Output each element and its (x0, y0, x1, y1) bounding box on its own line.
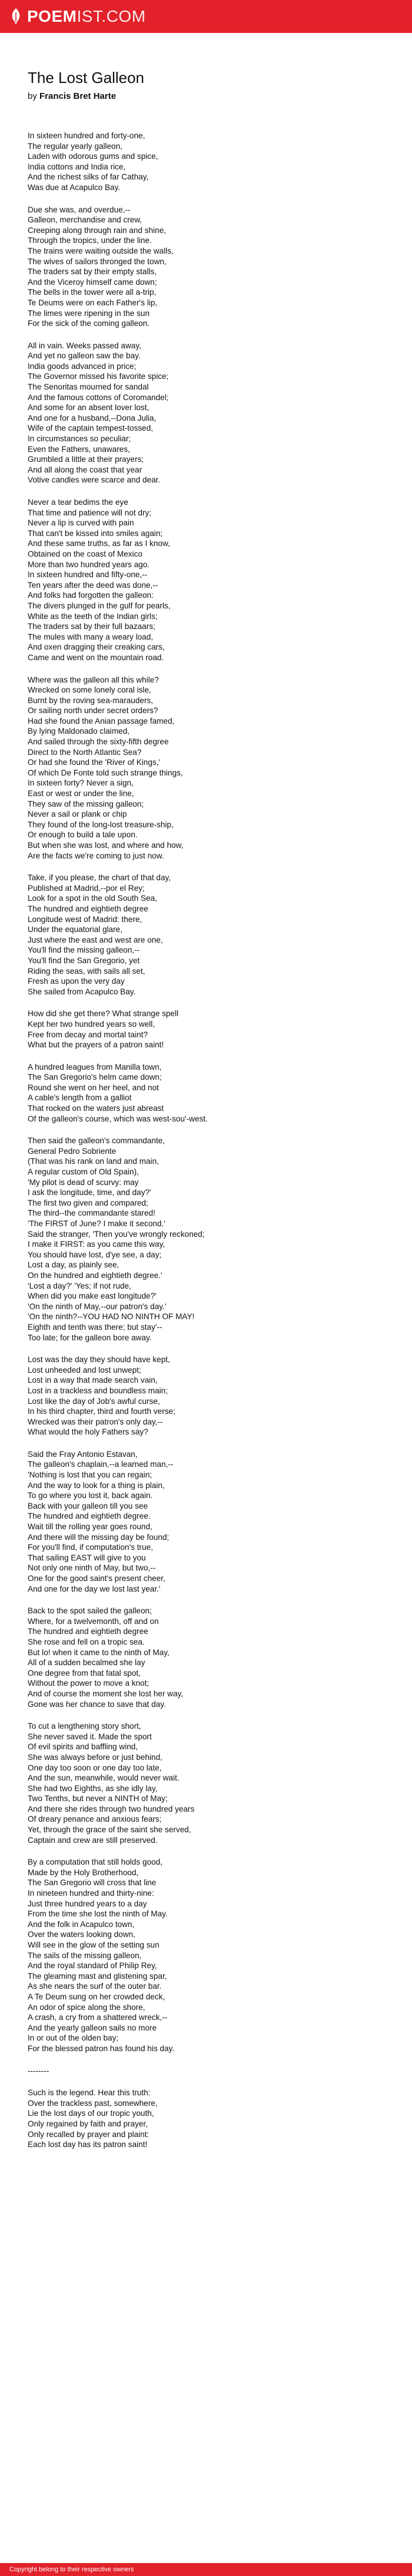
quill-pen-icon (9, 8, 22, 25)
poem-line: Under the equatorial glare, (28, 925, 122, 934)
poem-line: One for the good saint's present cheer, (28, 1574, 165, 1583)
poem-line: And all along the coast that year (28, 465, 142, 474)
site-logo-text (27, 6, 146, 27)
poem-line: I make it FIRST: as you came this way, (28, 1240, 165, 1249)
poem-stanza (28, 2066, 387, 2076)
poem-line: Through the tropics, under the line. (28, 236, 152, 245)
poem-line: To go where you lost it, back again. (28, 1491, 153, 1500)
poem-line: And yet no galleon saw the bay. (28, 351, 141, 361)
poem-line: The Senoritas mourned for sandal (28, 382, 149, 392)
poem-line: Obtained on the coast of Mexico (28, 549, 142, 558)
poem-line: And the Viceroy himself came down; (28, 277, 157, 287)
poem-line: For the sick of the coming galleon. (28, 319, 150, 328)
poem-line: All in vain. Weeks passed away, (28, 341, 141, 350)
poem-line: When did you make east longitude?' (28, 1292, 157, 1301)
poem-line: Lie the lost days of our tropic youth, (28, 2109, 154, 2118)
poem-line: (That was his rank on land and main, (28, 1157, 159, 1166)
poem-line: The wives of sailors thronged the town, (28, 257, 167, 266)
poem-stanza (28, 1606, 387, 1709)
poem-line: Lost was the day they should have kept, (28, 1355, 170, 1364)
poem-line: Votive candles were scarce and dear. (28, 475, 161, 485)
poem-line: Lost like the day of Job's awful curse, (28, 1396, 160, 1406)
poem-line: The limes were ripening in the sun (28, 308, 150, 318)
poem-line: And there she rides through two hundred years (28, 1804, 195, 1813)
poem-line: The hundred and eightieth degree (28, 1627, 148, 1636)
poem-line: India cottons and India rice, (28, 162, 126, 171)
poem-line: Even the Fathers, unawares, (28, 444, 130, 454)
poem-line: They saw of the missing galleon; (28, 799, 144, 808)
poem-stanza (28, 675, 387, 861)
poem-line: Captain and crew are still preserved. (28, 1835, 158, 1845)
poem-line: The divers plunged in the gulf for pearls, (28, 601, 171, 610)
poem-stanza (28, 341, 387, 485)
poem-line: Over the waters looking down, (28, 1930, 135, 1939)
poem-stanza (28, 497, 387, 663)
poem-line: Te Deums were on each Father's lip, (28, 298, 158, 307)
poem-line: Back to the spot sailed the galleon; (28, 1606, 152, 1616)
poem-body (28, 131, 387, 2150)
poem-line: A Te Deum sung on her crowded deck, (28, 1992, 165, 2001)
poem-line: Riding the seas, with sails all set, (28, 966, 145, 976)
poem-line: Back with your galleon till you see (28, 1501, 148, 1510)
poem-line: The San Gregorio will cross that line (28, 1878, 157, 1888)
poem-stanza (28, 1136, 387, 1343)
poem-line: And oxen dragging their creaking cars, (28, 643, 165, 652)
poem-line: Or enough to build a tale upon. (28, 830, 138, 840)
poem-line: Each lost day has its patron saint! (28, 2140, 148, 2149)
poem-line: And of course the moment she lost her way, (28, 1689, 184, 1698)
poem-line: The bells in the tower were all a-trip, (28, 288, 157, 297)
poem-line: Such is the legend. Hear this truth: (28, 2088, 151, 2098)
poem-line: A regular custom of Old Spain), (28, 1167, 139, 1177)
poem-line: She rose and fell on a tropic sea. (28, 1637, 145, 1646)
poem-stanza (28, 1354, 387, 1437)
poem-title: The Lost Galleon (28, 69, 145, 86)
poem-line: One day too soon or one day too late, (28, 1763, 162, 1772)
poem-line: 'The FIRST of June? I make it second.' (28, 1219, 165, 1228)
poem-line: Said the stranger, 'Then you've wrongly reckoned; (28, 1229, 205, 1239)
poem-line: 'Nothing is lost that you can regain; (28, 1470, 152, 1480)
poem-line: And the sun, meanwhile, would never wait. (28, 1773, 180, 1783)
poem-line: That can't be kissed into smiles again; (28, 528, 163, 538)
poem-line: 'Lost a day?' 'Yes; if not rude, (28, 1281, 131, 1290)
poem-line: That sailing EAST will give to you (28, 1553, 146, 1562)
poem-line: Only recalled by prayer and plaint: (28, 2129, 149, 2139)
poem-line: The mules with many a weary load, (28, 632, 154, 641)
poem-line: Just where the east and west are one, (28, 935, 163, 944)
poem-line: Of evil spirits and baffling wind, (28, 1742, 138, 1752)
site-logo-link[interactable] (9, 6, 146, 27)
poem-line: And the yearly galleon sails no more (28, 2023, 157, 2032)
poem-line: Are the facts we're coming to just now. (28, 851, 164, 860)
poem-line: And the famous cottons of Coromandel; (28, 392, 169, 402)
poem-line: Burnt by the roving sea-marauders, (28, 695, 154, 705)
poem-line: In his third chapter, third and fourth verse; (28, 1407, 175, 1416)
poem-line: For the blessed patron has found his day. (28, 2044, 175, 2053)
poem-line: Creeping along through rain and shine, (28, 225, 167, 235)
poem-byline (28, 91, 387, 102)
poem-line: She never saved it. Made the sport (28, 1732, 152, 1741)
poem-line: Without the power to move a knot; (28, 1679, 149, 1688)
poem-line: The hundred and eightieth degree. (28, 1512, 151, 1521)
poem-line: 'My pilot is dead of scurvy: may (28, 1177, 139, 1187)
poem-line: But lo! when it came to the ninth of May, (28, 1648, 170, 1657)
poem-line: And the royal standard of Philip Rey, (28, 1961, 157, 1971)
poem-stanza (28, 205, 387, 329)
poem-line: In or out of the olden bay; (28, 2033, 119, 2043)
poem-line: Eighth and tenth was there; but stay'-- (28, 1322, 162, 1332)
poem-line: East or west or under the line, (28, 789, 134, 798)
poem-line: And some for an absent lover lost, (28, 403, 149, 412)
by-label: by (28, 91, 37, 101)
poem-line: More than two hundred years ago. (28, 560, 150, 569)
poem-line: Gone was her chance to save that day. (28, 1699, 166, 1709)
poem-line: Galleon, merchandise and crew, (28, 215, 142, 225)
poem-line: The traders sat by their empty stalls, (28, 267, 157, 277)
poem-line: Was due at Acapulco Bay. (28, 182, 121, 192)
poem-line: Came and went on the mountain road. (28, 653, 164, 662)
poem-line: In circumstances so peculiar; (28, 434, 131, 444)
poem-stanza (28, 873, 387, 997)
poem-line: And one for the day we lost last year.' (28, 1584, 161, 1593)
poem-line: A hundred leagues from Manilla town, (28, 1062, 162, 1071)
poem-line: Of the galleon's course, which was west-sou'-west. (28, 1114, 208, 1123)
poem-line: Lost unheeded and lost unwept; (28, 1365, 141, 1374)
poem-line: And one for a husband,--Dona Julia, (28, 413, 157, 422)
poem-line: She had two Eighths, as she idly lay, (28, 1783, 158, 1793)
poem-line: And the richest silks of far Cathay, (28, 172, 149, 182)
poem-line: A crash, a cry from a shattered wreck,-- (28, 2013, 168, 2022)
poem-line: Or sailing north under secret orders? (28, 706, 158, 715)
poem-line: The galleon's chaplain,--a learned man,-- (28, 1460, 174, 1469)
poem-line: Of dreary penance and anxious fears; (28, 1815, 162, 1824)
poem-line: Longitude west of Madrid: there, (28, 914, 142, 924)
poem-stanza (28, 131, 387, 193)
poem-line: And folks had forgotten the galleon: (28, 591, 154, 600)
poem-line: Fresh as upon the very day (28, 977, 125, 986)
poem-line: Published at Madrid,--por el Rey; (28, 883, 145, 893)
poem-line: You'll find the San Gregorio, yet (28, 956, 140, 965)
poem-line: Lost a day, as plainly see, (28, 1260, 119, 1270)
copyright-text: Copyright belong to their respective owners (9, 2566, 134, 2573)
poem-line: To cut a lengthening story short, (28, 1722, 141, 1731)
poem-line: Grumbled a little at their prayers; (28, 455, 144, 464)
poem-line: The traders sat by their full bazaars; (28, 622, 155, 631)
poem-stanza (28, 1062, 387, 1124)
poem-line: For you'll find, if computation's true, (28, 1543, 153, 1552)
poem-stanza (28, 1449, 387, 1594)
poem-line: And the way to look for a thing is plain, (28, 1480, 165, 1490)
poem-line: Wrecked on some lonely coral isle, (28, 685, 151, 695)
poem-line: Had she found the Anian passage famed, (28, 716, 175, 725)
poem-line: She was always before or just behind, (28, 1752, 162, 1762)
poem-line: Direct to the North Atlantic Sea? (28, 747, 142, 757)
poem-line: Just three hundred years to a day (28, 1899, 147, 1908)
poem-line: Free from decay and mortal taint? (28, 1030, 148, 1039)
poem-line: Where was the galleon all this while? (28, 675, 159, 684)
poem-line: Laden with odorous gums and spice, (28, 152, 158, 161)
poem-line: Kept her two hundred years so well, (28, 1019, 155, 1029)
poem-line: The regular yearly galleon, (28, 141, 122, 151)
poem-line: The sails of the missing galleon, (28, 1951, 142, 1960)
poem-line: Not only one ninth of May, but two,-- (28, 1563, 156, 1573)
poem-line: Wife of the captain tempest-tossed, (28, 424, 154, 433)
brand-strong: POEM (27, 7, 77, 25)
poem-line: India goods advanced in price; (28, 361, 137, 371)
poem-line: Ten years after the deed was done,-- (28, 580, 158, 590)
poem-line: In sixteen forty? Never a sign, (28, 778, 134, 788)
poem-line: They found of the long-lost treasure-ship, (28, 820, 174, 829)
poem-line: Too late; for the galleon bore away. (28, 1333, 152, 1342)
poem-line: Of which De Fonte told such strange things, (28, 768, 183, 777)
poem-line: Lost in a trackless and boundless main; (28, 1386, 168, 1395)
poem-line: Or had she found the 'River of Kings,' (28, 758, 161, 767)
poem-line: And sailed through the sixty-fifth degree (28, 737, 169, 747)
poem-line: How did she get there? What strange spell (28, 1009, 179, 1019)
poem-line: In sixteen hundred and fifty-one,-- (28, 570, 148, 580)
poem-line: White as the teeth of the Indian girls; (28, 611, 158, 621)
poem-line: The gleaming mast and glistening spar, (28, 1971, 167, 1981)
poem-line: What but the prayers of a patron saint! (28, 1040, 164, 1050)
poem-line: A cable's length from a galliot (28, 1093, 132, 1103)
poem-line: Round she went on her heel, and not (28, 1083, 159, 1092)
poem-line: An odor of spice along the shore, (28, 2002, 145, 2012)
poem-line: Wait till the rolling year goes round, (28, 1522, 152, 1532)
poem-line: Two Tenths, but never a NINTH of May; (28, 1794, 168, 1803)
poem-line: The San Gregorio's helm came down; (28, 1073, 162, 1082)
poem-line: And these same truths, as far as I know, (28, 539, 170, 548)
poem-line: Yet, through the grace of the saint she served, (28, 1825, 191, 1835)
poem-line: Over the trackless past, somewhere, (28, 2098, 158, 2108)
brand-rest: IST.COM (77, 7, 146, 25)
poem-line: Made by the Holy Brotherhood, (28, 1868, 139, 1877)
poem-line: 'On the ninth?--YOU HAD NO NINTH OF MAY! (28, 1312, 195, 1322)
poem-line: The hundred and eightieth degree (28, 904, 148, 913)
poem-line: Will see in the glow of the setting sun (28, 1941, 160, 1949)
poem-line: Wrecked was their patron's only day,-- (28, 1417, 163, 1426)
poem-line: Take, if you please, the chart of that day, (28, 873, 171, 883)
poem-article (28, 54, 387, 2162)
poem-line: I ask the longitude, time, and day?' (28, 1188, 151, 1197)
poem-line: She sailed from Acapulco Bay. (28, 987, 136, 996)
poem-stanza (28, 2088, 387, 2150)
poem-line: Only regained by faith and prayer, (28, 2119, 148, 2128)
site-header (0, 0, 412, 33)
poem-line: The first two given and compared; (28, 1198, 148, 1207)
poem-line: Never a lip is curved with pain (28, 518, 134, 528)
poem-line: What would the holy Fathers say? (28, 1427, 148, 1437)
poem-line: The Governor missed his favorite spice; (28, 372, 169, 381)
poem-line: That rocked on the waters just abreast (28, 1104, 164, 1113)
poem-line: On the hundred and eightieth degree.' (28, 1270, 162, 1280)
poem-line: All of a sudden becalmed she lay (28, 1658, 145, 1668)
poem-line: Look for a spot in the old South Sea, (28, 894, 157, 903)
poem-line: You should have lost, d'ye see, a day; (28, 1250, 162, 1259)
poem-line: The third--the commandante stared! (28, 1209, 155, 1218)
poem-line: In nineteen hundred and thirty-nine: (28, 1889, 154, 1898)
poem-line: Where, for a twelvemonth, off and on (28, 1616, 159, 1626)
poem-line: In sixteen hundred and forty-one, (28, 131, 145, 140)
poem-line: And the folk in Acapulco town, (28, 1919, 135, 1929)
poem-line: That time and patience will not dry; (28, 508, 152, 517)
poem-stanza (28, 1009, 387, 1050)
poem-line: One degree from that fatal spot, (28, 1668, 141, 1678)
author-link[interactable]: Francis Bret Harte (39, 91, 117, 101)
poem-line: General Pedro Sobriente (28, 1146, 117, 1156)
poem-line: You'll find the missing galleon,-- (28, 946, 140, 955)
poem-stanza (28, 1721, 387, 1845)
poem-line: Said the Fray Antonio Estavan, (28, 1449, 138, 1459)
poem-line: The trains were waiting outside the walls, (28, 246, 174, 255)
site-footer (0, 2563, 412, 2576)
poem-line: And there will the missing day be found; (28, 1532, 170, 1542)
poem-line: But when she was lost, and where and how, (28, 841, 184, 850)
poem-line: Due she was, and overdue,-- (28, 205, 131, 214)
poem-line: Never a sail or plank or chip (28, 810, 127, 819)
poem-line: Lost in a way that made search vain, (28, 1376, 158, 1385)
poem-stanza (28, 1857, 387, 2054)
poem-line: From the time she lost the ninth of May. (28, 1909, 168, 1919)
poem-line: 'On the ninth of May,--our patron's day.' (28, 1302, 167, 1311)
poem-line: By lying Maldonado claimed, (28, 727, 130, 736)
poem-line: By a computation that still holds good, (28, 1858, 162, 1867)
poem-line: Then said the galleon's commandante, (28, 1136, 165, 1146)
poem-line: -------- (28, 2066, 49, 2075)
poem-line: Never a tear bedims the eye (28, 498, 128, 507)
poem-line: As she nears the surf of the outer bar. (28, 1982, 162, 1991)
